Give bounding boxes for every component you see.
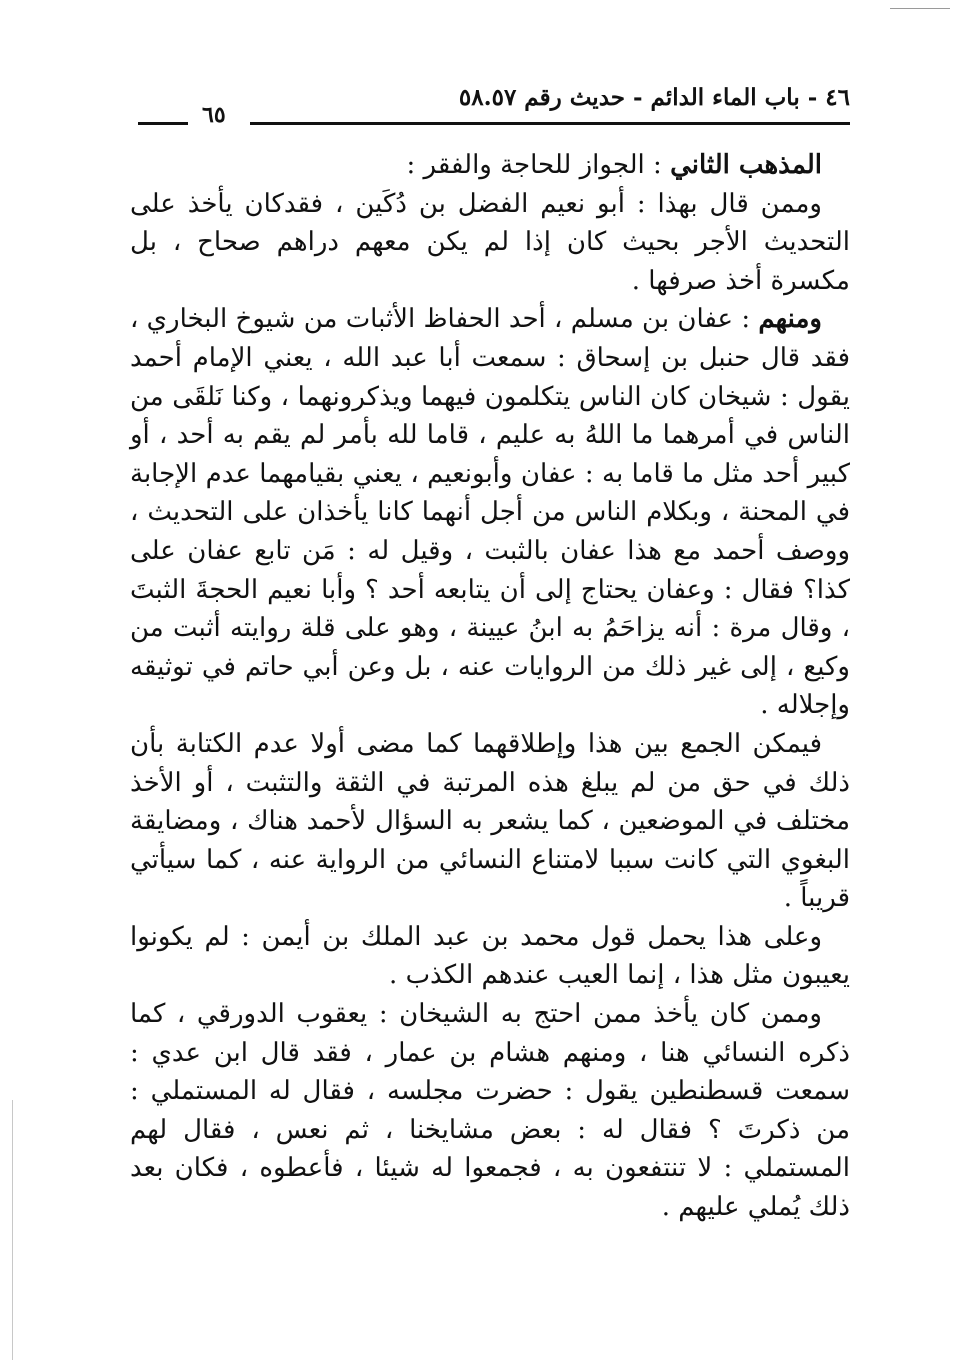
scan-edge-mark <box>12 1100 13 1360</box>
paragraph-text: : الجواز للحاجة والفقر : <box>406 150 671 180</box>
paragraph-text: : عفان بن مسلم ، أحد الحفاظ الأثبات من شيوخ البخاري ، فقد قال حنبل بن إسحاق : سمعت أبا عبد الله ، يعني الإمام أحمد يقول : شيخان كان الناس يتكلمون فيهما ويذكرونهما ، وكنا نَلقَى من الناس في أمرهما ما اللهُ به عليم ، قاما لله بأمر لم يقم به أحد ، أو كبير أحد مثل ما قاما به : عفان وأبونعيم ، يعني بقيامهما عدم الإجابة في المحنة ، وبكلام الناس من أجل أنهما كانا يأخذان على التحديث ، ووصف أحمد مع هذا عفان بالثبت ، وقيل له : مَن تابع عفان على كذا؟ فقال : وعفان يحتاج إلى أن يتابعه أحد ؟ وأبا نعيم الحجةَ الثبتَ ، وقال مرة : أنه يزاحَمُ به ابنُ عيينة ، وهو على قلة روايته أثبت من وكيع ، إلى غير ذلك من الروايات عنه ، بل وعن أبي حاتم في توثيقه وإجلاله . <box>130 304 850 721</box>
paragraph-text: فيمكن الجمع بين هذا وإطلاقهما كما مضى أولا عدم الكتابة بأن ذلك في حق من لم يبلغ هذه المرتبة في الثقة والتثبت ، أو الأخذ مختلف في الموضعين ، كما يشعر به السؤال لأحمد هناك ، ومضايقة البغوي التي كانت سببا لامتناع النسائي من الرواية عنه ، كما سيأتي قريباً . <box>130 728 850 914</box>
paragraph-text: وممن كان يأخذ ممن احتج به الشيخان : يعقوب الدورقي ، كما ذكره النسائي هنا ، ومنهم هشام بن عمار ، فقد قال ابن عدي : سمعت قسطنطين يقول : حضرت مجلسه ، فقال له المستملي : من ذكرتَ ؟ فقال له : بعض مشايخنا ، ثم نعس ، فقال لهم المستملي : لا تنتفعون به ، فجمعوا له شيئا ، فأعطوه ، فكان بعد ذلك يُملي عليهم . <box>130 999 850 1223</box>
paragraph-lead: المذهب الثاني <box>670 150 822 180</box>
paragraph <box>130 995 850 1227</box>
paragraph-text: وعلى هذا يحمل قول محمد بن عبد الملك بن أيمن : لم يكونوا يعيبون مثل هذا ، إنما العيب عندهم الكذب . <box>130 921 850 991</box>
paragraph <box>130 185 850 301</box>
page-number: ٦٥ <box>202 102 226 128</box>
scan-edge-mark <box>890 8 950 9</box>
running-header <box>138 84 850 130</box>
paragraph <box>130 146 850 185</box>
header-title: ٤٦ - باب الماء الدائم - حديث رقم ٥٨.٥٧ <box>458 84 850 111</box>
body-text <box>130 146 850 1227</box>
header-rule <box>250 122 850 125</box>
paragraph <box>130 725 850 918</box>
paragraph-lead: ومنهم <box>758 304 822 335</box>
paragraph <box>130 918 850 995</box>
header-rule <box>138 122 188 125</box>
paragraph-text: وممن قال بهذا : أبو نعيم الفضل بن دُكَين ، فقدكان يأخذ على التحديث الأجر بحيث كان إذا لم يكن معهم دراهم صحاح ، بل مكسرة أخذ صرفها . <box>130 188 850 296</box>
paragraph <box>130 300 850 725</box>
